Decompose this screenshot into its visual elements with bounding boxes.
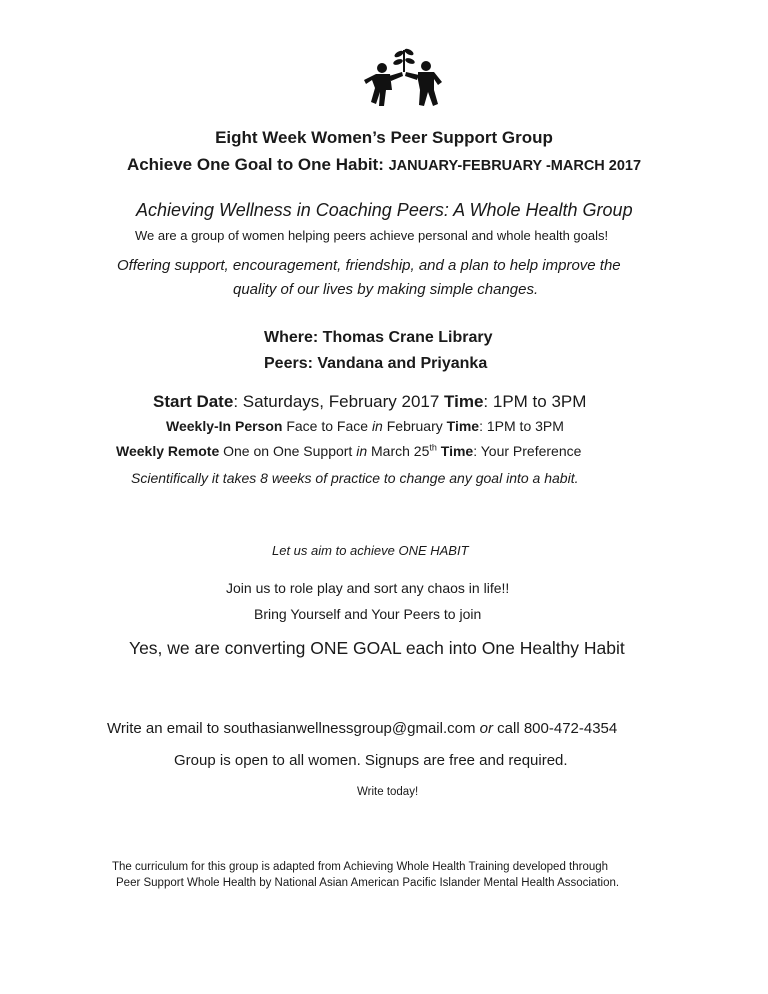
in-person-month: February xyxy=(382,418,447,434)
remote-time-value: : Your Preference xyxy=(473,443,582,459)
remote-label: Weekly Remote xyxy=(116,443,220,459)
bring-text: Bring Yourself and Your Peers to join xyxy=(254,606,482,622)
time-label: Time xyxy=(444,392,484,411)
aim-text: Let us aim to achieve ONE HABIT xyxy=(272,543,469,558)
remote-line xyxy=(116,443,581,459)
footer-line-2: Peer Support Whole Health by National Asian American Pacific Islander Mental Health Association. xyxy=(116,877,620,889)
in-word: in xyxy=(371,418,383,434)
offering-line-2: quality of our lives by making simple changes. xyxy=(233,281,539,298)
title-goal: Achieve One Goal to One Habit: xyxy=(126,155,384,174)
two-people-with-plant-icon xyxy=(362,46,446,110)
intro-text: We are a group of women helping peers achieve personal and whole health goals! xyxy=(135,228,609,243)
remote-text: One on One Support xyxy=(219,443,357,459)
contact-or: or xyxy=(479,720,493,737)
footer-line-1: The curriculum for this group is adapted from Achieving Whole Health Training developed through xyxy=(112,861,609,873)
converting-text: Yes, we are converting ONE GOAL each into One Healthy Habit xyxy=(129,638,625,658)
remote-time-label: Time xyxy=(440,443,474,459)
in-person-label: Weekly-In Person xyxy=(166,418,283,434)
in-person-line xyxy=(166,418,564,434)
contact-prefix: Write an email to xyxy=(107,720,224,737)
remote-in-word: in xyxy=(356,443,368,459)
science-text: Scientifically it takes 8 weeks of practice to change any goal into a habit. xyxy=(131,470,579,486)
title-dates: JANUARY-FEBRUARY -MARCH 2017 xyxy=(388,158,642,174)
where-text: Where: Thomas Crane Library xyxy=(264,329,493,346)
start-date-line xyxy=(153,392,586,412)
email-link[interactable]: southasianwellnessgroup@gmail.com xyxy=(223,720,476,737)
in-person-text: Face to Face xyxy=(282,418,372,434)
remote-date-suffix: th xyxy=(429,442,437,453)
title-line-2 xyxy=(0,155,768,175)
in-person-time-label: Time xyxy=(446,418,480,434)
start-date-value: : Saturdays, February 2017 xyxy=(233,392,445,411)
title-line-1: Eight Week Women’s Peer Support Group xyxy=(215,128,553,147)
contact-line xyxy=(107,720,617,737)
subtitle: Achieving Wellness in Coaching Peers: A Whole Health Group xyxy=(136,200,633,220)
remote-date: March 25 xyxy=(367,443,430,459)
join-text: Join us to role play and sort any chaos in life!! xyxy=(226,580,510,596)
start-date-label: Start Date xyxy=(153,392,234,411)
in-person-time-value: : 1PM to 3PM xyxy=(479,418,564,434)
open-text: Group is open to all women. Signups are free and required. xyxy=(174,752,568,769)
time-value: : 1PM to 3PM xyxy=(483,392,587,411)
contact-phone: call 800-472-4354 xyxy=(492,720,618,737)
write-today-text: Write today! xyxy=(357,786,419,798)
peers-text: Peers: Vandana and Priyanka xyxy=(264,355,488,372)
offering-line-1: Offering support, encouragement, friendship, and a plan to help improve the xyxy=(117,257,621,274)
